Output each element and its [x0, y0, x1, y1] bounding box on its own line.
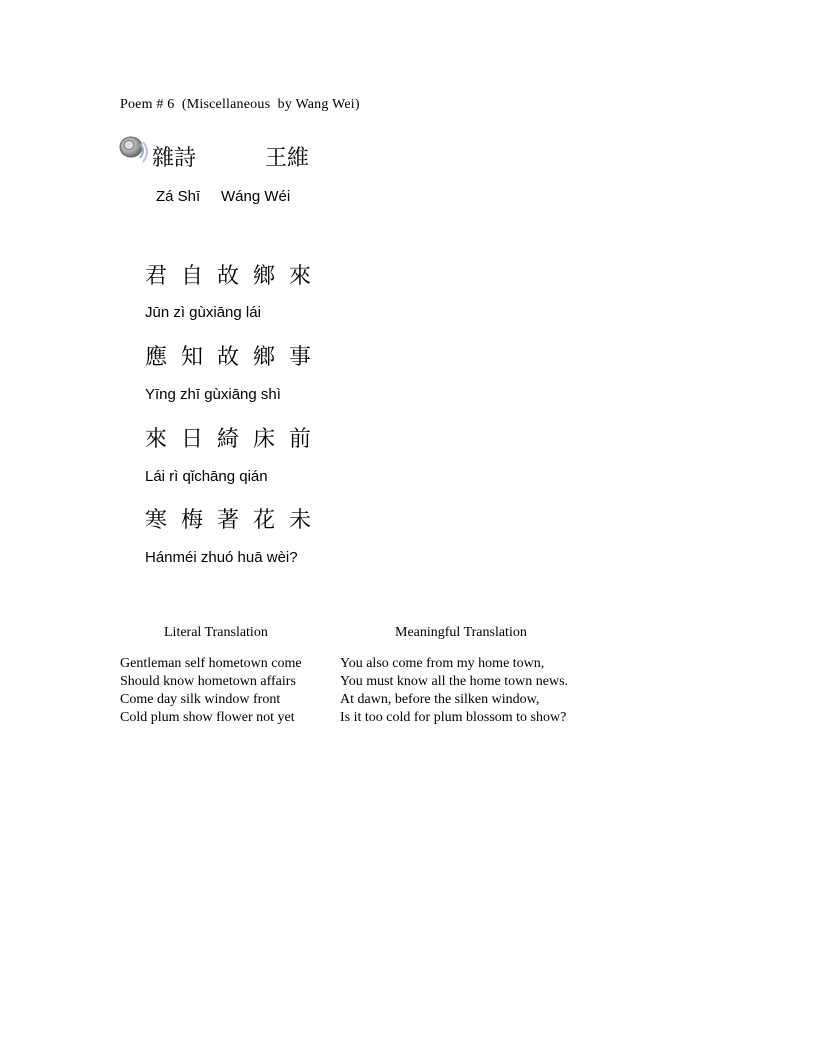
character: 著 — [217, 508, 240, 533]
poem-line-pinyin: Hánméi zhuó huā wèi? — [145, 549, 298, 566]
poem-line-chinese — [145, 259, 325, 290]
literal-line: Gentleman self hometown come — [120, 656, 302, 671]
character: 鄉 — [253, 264, 276, 289]
character: 事 — [289, 345, 312, 370]
meaningful-translation-heading: Meaningful Translation — [395, 625, 527, 640]
literal-translation-heading: Literal Translation — [164, 625, 268, 640]
poem-author-pinyin: Wáng Wéi — [221, 188, 291, 205]
poem-title-pinyin: Zá Shī — [156, 188, 201, 205]
poem-line-chinese — [145, 340, 325, 371]
character: 君 — [145, 264, 168, 289]
meaningful-line: Is it too cold for plum blossom to show? — [340, 710, 567, 725]
poem-line-pinyin: Jūn zì gùxiāng lái — [145, 304, 261, 321]
character: 未 — [289, 508, 312, 533]
poem-header: Poem # 6 (Miscellaneous by Wang Wei) — [120, 97, 360, 112]
poem-title-chinese: 雜詩 — [152, 146, 197, 171]
literal-line: Come day silk window front — [120, 692, 281, 707]
poem-author-chinese: 王維 — [265, 146, 310, 171]
poem-line-chinese — [145, 422, 325, 453]
meaningful-line: You also come from my home town, — [340, 656, 545, 671]
character: 應 — [145, 345, 168, 370]
character: 自 — [181, 264, 204, 289]
character: 故 — [217, 345, 240, 370]
meaningful-line: At dawn, before the silken window, — [340, 692, 540, 707]
character: 鄉 — [253, 345, 276, 370]
character: 前 — [289, 427, 312, 452]
literal-line: Should know hometown affairs — [120, 674, 296, 689]
character: 花 — [253, 508, 276, 533]
poem-line-pinyin: Yīng zhī gùxiāng shì — [145, 386, 281, 403]
speaker-icon[interactable] — [118, 134, 152, 166]
character: 日 — [181, 427, 204, 452]
poem-line-pinyin: Lái rì qǐchāng qián — [145, 468, 268, 485]
character: 來 — [289, 264, 312, 289]
character: 故 — [217, 264, 240, 289]
literal-line: Cold plum show flower not yet — [120, 710, 295, 725]
meaningful-line: You must know all the home town news. — [340, 674, 569, 689]
poem-line-chinese — [145, 503, 325, 534]
character: 梅 — [181, 508, 204, 533]
character: 寒 — [145, 508, 168, 533]
character: 綺 — [217, 427, 240, 452]
character: 來 — [145, 427, 168, 452]
character: 床 — [253, 427, 276, 452]
character: 知 — [181, 345, 204, 370]
